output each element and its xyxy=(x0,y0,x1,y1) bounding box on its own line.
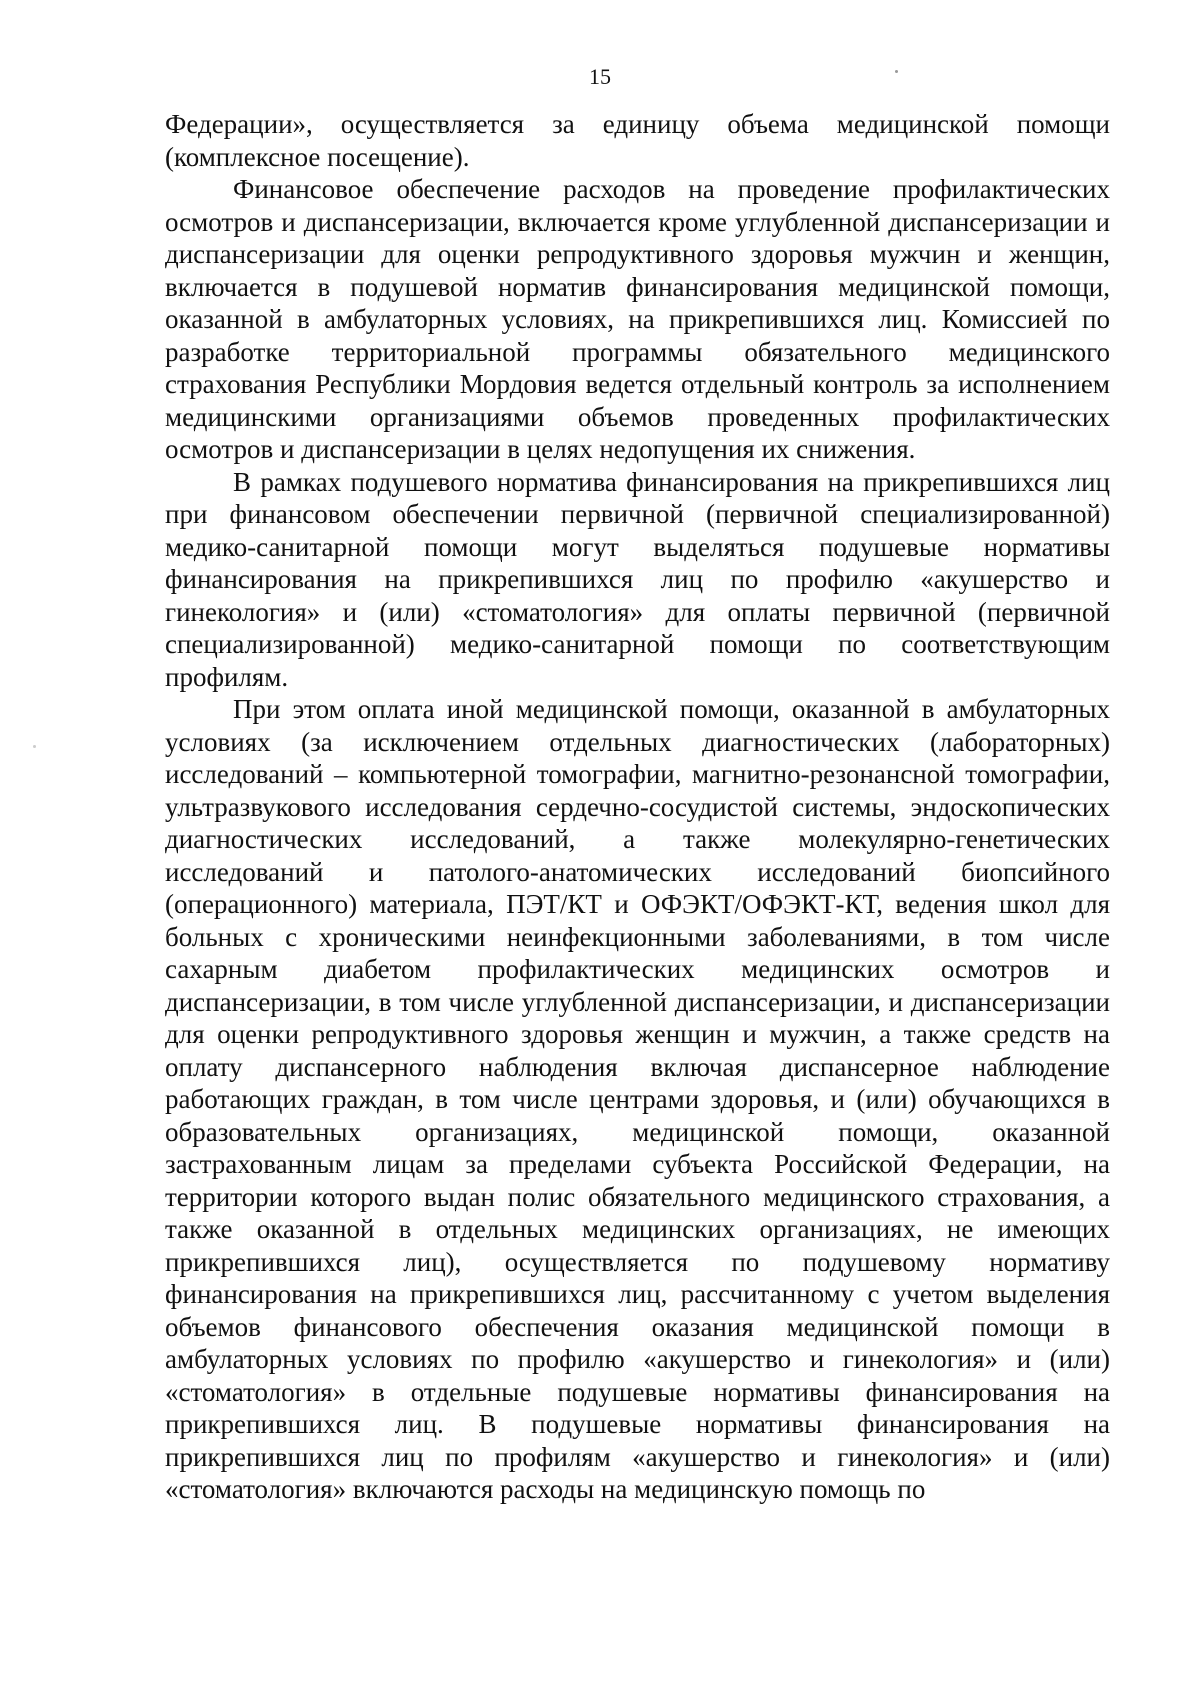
paragraph-per-capita-standards: В рамках подушевого норматива финансирования на прикрепившихся лиц при финансовом обеспечении первичной (первичной специализированной) медико-санитарной помощи могут выделяться подушевые нормативы финансирования на прикрепившихся лиц по профилю «акушерство и гинекология» и (или) «стоматология» для оплаты первичной (первичной специализированной) медико-санитарной помощи по соответствующим профилям. xyxy=(165,466,1110,692)
page-number: 15 xyxy=(589,64,611,89)
paragraph-preventive-exams: Финансовое обеспечение расходов на проведение профилактических осмотров и диспансеризации, включается кроме углубленной диспансеризации и диспансеризации для оценки репродуктивного здоровья мужчин и женщин, включается в подушевой норматив финансирования медицинской помощи, оказанной в амбулаторных условиях, на прикрепившихся лиц. Комиссией по разработке территориальной программы обязательного медицинского страхования Республики Мордовия ведется отдельный контроль за исполнением медицинскими организациями объемов проведенных профилактических осмотров и диспансеризации в целях недопущения их снижения. xyxy=(165,174,1110,464)
paragraph-outpatient-payment: При этом оплата иной медицинской помощи, оказанной в амбулаторных условиях (за исключением отдельных диагностических (лабораторных) исследований – компьютерной томографии, магнитно-резонансной томографии, ультразвукового исследования сердечно-сосудистой системы, эндоскопических диагностических исследований, а также молекулярно-генетических исследований и патолого-анатомических исследований биопсийного (операционного) материала, ПЭТ/КТ и ОФЭКТ/ОФЭКТ-КТ, ведения школ для больных с хроническими неинфекционными заболеваниями, в том числе сахарным диабетом профилактических медицинских осмотров и диспансеризации, в том числе углубленной диспансеризации, и диспансеризации для оценки репродуктивного здоровья женщин и мужчин, а также средств на оплату диспансерного наблюдения включая диспансерное наблюдение работающих граждан, в том числе центрами здоровья, и (или) обучающихся в образовательных организациях, медицинской помощи, оказанной застрахованным лицам за пределами субъекта Российской Федерации, на территории которого выдан полис обязательного медицинского страхования, а также оказанной в отдельных медицинских организациях, не имеющих прикрепившихся лиц), осуществляется по подушевому нормативу финансирования на прикрепившихся лиц, рассчитанному с учетом выделения объемов финансового обеспечения оказания медицинской помощи в амбулаторных условиях по профилю «акушерство и гинекология» и (или) «стоматология» в отдельные подушевые нормативы финансирования на прикрепившихся лиц. В подушевые нормативы финансирования на прикрепившихся лиц по профилям «акушерство и гинекология» и (или) «стоматология» включаются расходы на медицинскую помощь по xyxy=(165,694,1110,1504)
document-body xyxy=(165,108,1110,1506)
scan-speck xyxy=(895,70,898,73)
paragraph-continuation: Федерации», осуществляется за единицу объема медицинской помощи (комплексное посещение). xyxy=(165,109,1110,172)
scan-speck xyxy=(33,745,36,748)
